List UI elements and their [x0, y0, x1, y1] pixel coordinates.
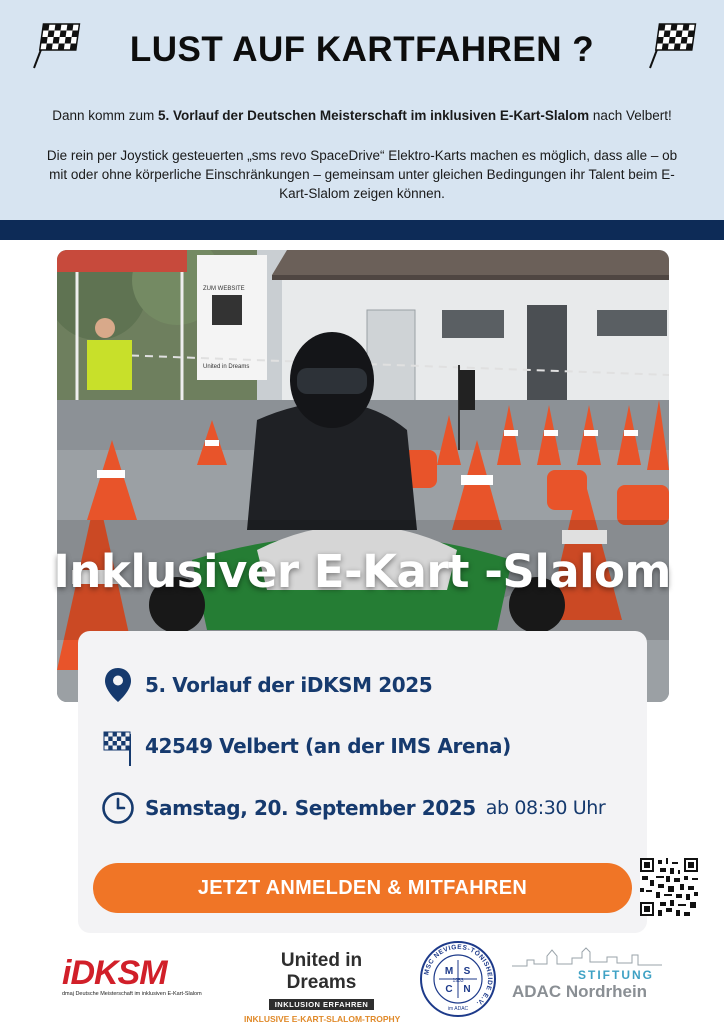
svg-text:C: C — [445, 984, 453, 995]
register-button[interactable]: JETZT ANMELDEN & MITFAHREN — [93, 863, 632, 913]
skyline-icon — [512, 946, 662, 968]
datetime-info-row — [100, 790, 605, 826]
page-title: LUST AUF KARTFAHREN ? — [129, 30, 595, 69]
event-name: 5. Vorlauf der iDKSM 2025 — [145, 673, 433, 697]
qr-code[interactable] — [640, 858, 698, 916]
event-date: Samstag, 20. September 2025 — [145, 796, 476, 820]
event-location: 42549 Velbert (an der IMS Arena) — [145, 734, 511, 758]
description-text: Die rein per Joystick gesteuerten „sms revo SpaceDrive“ Elektro-Karts machen es möglich, dass alle – ob mit oder ohne körperliche Einschränkungen – gemeinsam unter gleichen Bedingungen ihr Talent beim E-Kart-Slalom zeigen können. — [46, 148, 678, 201]
intro-highlight: 5. Vorlauf der Deutschen Meisterschaft im inklusiven E-Kart-Slalom — [158, 108, 590, 123]
checkered-flag-icon — [646, 20, 698, 70]
svg-text:S: S — [463, 966, 471, 977]
location-info-row — [100, 728, 511, 764]
svg-text:MSC NEVIGES-TÖNISHEIDE E.V.: MSC NEVIGES-TÖNISHEIDE E.V. — [423, 943, 494, 1008]
header-section — [0, 0, 724, 220]
svg-text:1953: 1953 — [452, 978, 464, 984]
stiftung-adac-logo: STIFTUNG ADAC Nordrhein — [512, 946, 662, 1002]
event-time: ab 08:30 Uhr — [485, 797, 606, 819]
svg-text:im ADAC: im ADAC — [447, 1006, 469, 1012]
united-in-dreams-logo: United in Dreams INKLUSION ERFAHREN INKLUSIVE E-KART-SLALOM-TROPHY — [244, 950, 401, 1024]
checkered-flag-icon — [100, 728, 136, 764]
intro-text: Dann komm zum 5. Vorlauf der Deutschen Meisterschaft im inklusiven E-Kart-Slalom nach Velbert! — [52, 108, 672, 123]
msc-club-seal — [419, 940, 497, 1018]
event-info-row — [100, 667, 432, 703]
svg-text:N: N — [463, 984, 471, 995]
clock-icon — [100, 790, 136, 826]
location-pin-icon — [100, 667, 136, 703]
svg-text:ZUM WEBSITE: ZUM WEBSITE — [203, 286, 245, 292]
photo-headline: Inklusiver E-Kart -Slalom — [53, 545, 671, 598]
divider-band — [0, 220, 724, 240]
svg-text:United in Dreams: United in Dreams — [203, 364, 250, 370]
idksm-logo: iDKSM dmaj Deutsche Meisterschaft im inklusiven E-Kart-Slalom — [62, 954, 202, 997]
svg-text:M: M — [444, 966, 454, 977]
